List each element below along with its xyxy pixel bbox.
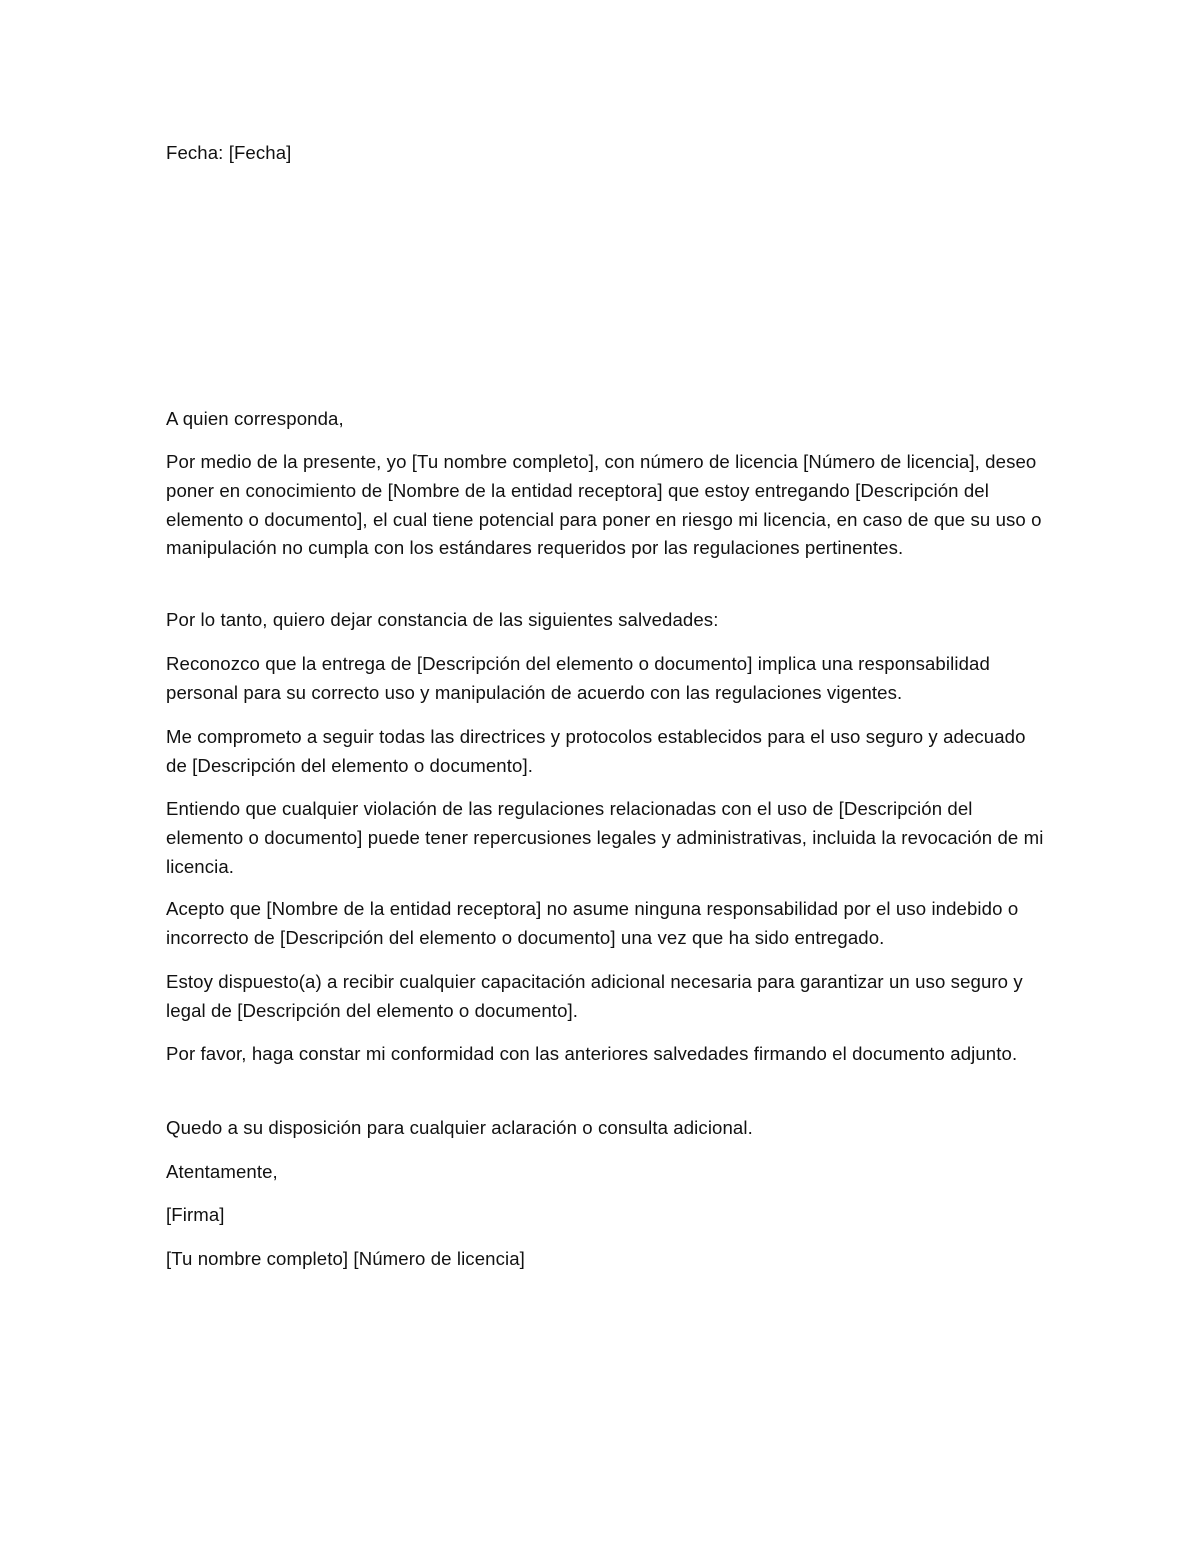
statement-paragraph: Entiendo que cualquier violación de las regulaciones relacionadas con el uso de [Descripción del elemento o documento] puede tener repercusiones legales y administrativas, incluida la revocación de mi licencia. bbox=[166, 798, 1044, 877]
signature-placeholder: [Firma] bbox=[166, 1204, 225, 1225]
therefore-paragraph: Por lo tanto, quiero dejar constancia de las siguientes salvedades: bbox=[166, 609, 719, 630]
statement-paragraph: Estoy dispuesto(a) a recibir cualquier capacitación adicional necesaria para garantizar un uso seguro y legal de [Descripción del elemento o documento]. bbox=[166, 971, 1023, 1021]
name-license-line: [Tu nombre completo] [Número de licencia] bbox=[166, 1248, 525, 1269]
statement-paragraph: Acepto que [Nombre de la entidad receptora] no asume ninguna responsabilidad por el uso indebido o incorrecto de [Descripción del elemento o documento] una vez que ha sido entregado. bbox=[166, 898, 1019, 948]
intro-paragraph: Por medio de la presente, yo [Tu nombre completo], con número de licencia [Número de licencia], deseo poner en conocimiento de [Nombre de la entidad receptora] que estoy entregando [Descripción del elemento o documento], el cual tiene potencial para poner en riesgo mi licencia, en caso de que su uso o manipulación no cumpla con los estándares requeridos por las regulaciones pertinentes. bbox=[166, 451, 1042, 559]
salutation: A quien corresponda, bbox=[166, 408, 344, 429]
request-paragraph: Por favor, haga constar mi conformidad con las anteriores salvedades firmando el documento adjunto. bbox=[166, 1043, 1018, 1064]
statement-paragraph: Me comprometo a seguir todas las directrices y protocolos establecidos para el uso seguro y adecuado de [Descripción del elemento o documento]. bbox=[166, 726, 1026, 776]
statement-paragraph: Reconozco que la entrega de [Descripción del elemento o documento] implica una responsabilidad personal para su correcto uso y manipulación de acuerdo con las regulaciones vigentes. bbox=[166, 653, 990, 703]
date-line: Fecha: [Fecha] bbox=[166, 142, 292, 163]
availability-paragraph: Quedo a su disposición para cualquier aclaración o consulta adicional. bbox=[166, 1117, 753, 1138]
closing: Atentamente, bbox=[166, 1161, 278, 1182]
